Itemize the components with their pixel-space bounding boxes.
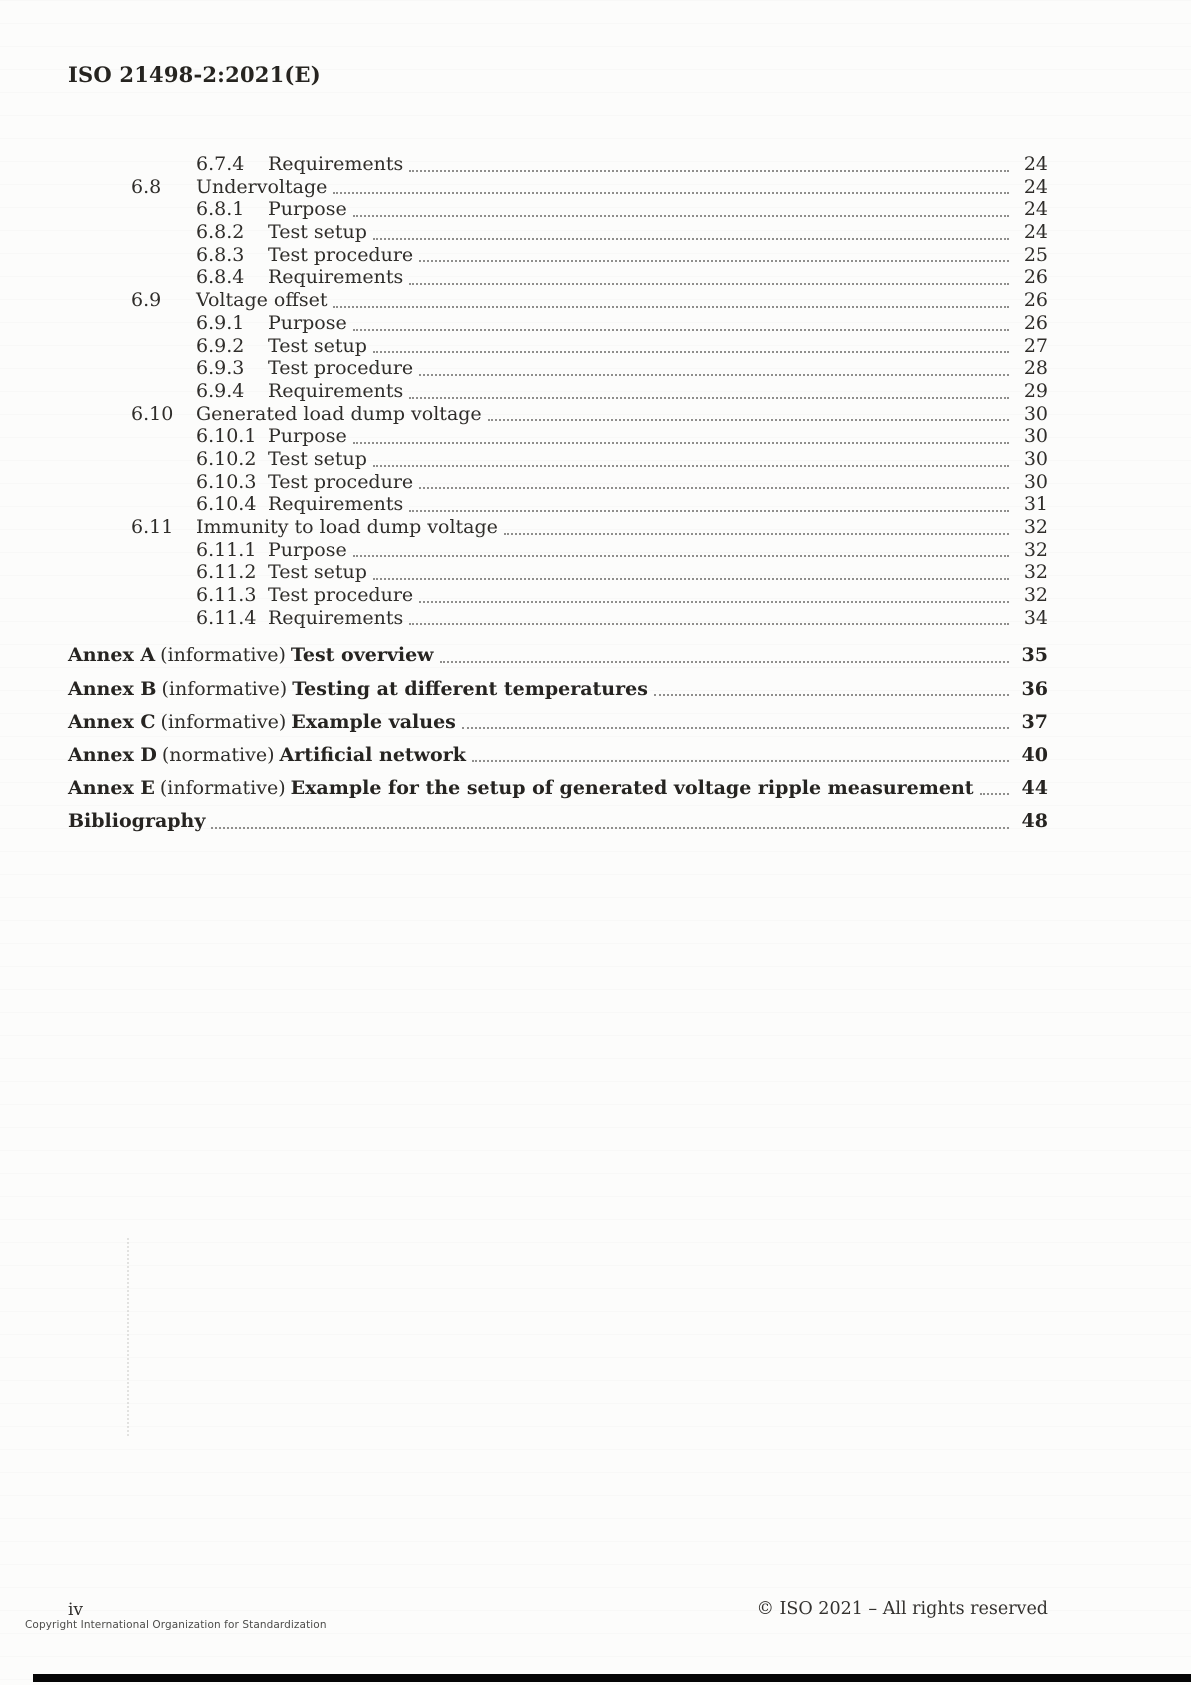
dot-leader (498, 516, 1012, 539)
toc-entry-number: 6.11 (131, 516, 174, 538)
toc-entry-page: 30 (1023, 470, 1048, 493)
toc-entry (68, 176, 1048, 199)
toc-entry-number: 6.9.3 (196, 357, 245, 380)
toc-annexes (68, 644, 1048, 799)
toc-entry (68, 561, 1048, 584)
annex-page: 35 (1021, 644, 1048, 667)
dot-leader (367, 221, 1012, 244)
dot-leader (347, 312, 1012, 335)
dot-leader (482, 403, 1012, 426)
toc-entry-number: 6.11.2 (196, 561, 257, 584)
annex-qualifier: (informative) (160, 644, 286, 667)
toc-entry-title: Requirements (268, 606, 404, 629)
dot-leader (403, 380, 1012, 403)
toc-entry-page: 32 (1023, 538, 1048, 561)
dot-leader (403, 153, 1012, 176)
annex-title: Example values (291, 710, 456, 733)
toc-entry-title: Generated load dump voltage (196, 402, 482, 425)
toc-entry-page: 27 (1023, 334, 1048, 357)
vertical-watermark (127, 1238, 129, 1436)
toc-entry (68, 539, 1048, 562)
toc-entry-title: Test setup (268, 221, 367, 244)
annex-title: Artificial network (279, 743, 466, 766)
bibliography-label: Bibliography (68, 809, 206, 832)
dot-leader (413, 584, 1012, 607)
toc-entry-title: Requirements (268, 153, 404, 175)
toc-entry-page: 28 (1023, 357, 1048, 380)
annex-title: Testing at different temperatures (292, 677, 648, 700)
toc-entry-number: 6.10 (131, 402, 174, 425)
toc-entry-title: Test procedure (268, 584, 414, 607)
toc-entry-number: 6.11.3 (196, 584, 257, 607)
annex-label: Annex D (68, 743, 157, 766)
toc-entry-title: Requirements (268, 493, 404, 516)
toc-entry-number: 6.8.4 (196, 266, 245, 289)
toc-entry-number: 6.10.1 (196, 425, 257, 448)
dot-leader (974, 777, 1012, 800)
toc-entry-number: 6.8.3 (196, 243, 245, 266)
toc-annex-entry (68, 777, 1048, 800)
toc-entry-number: 6.9.1 (196, 311, 245, 334)
toc-entry-page: 32 (1023, 561, 1048, 584)
toc-entry (68, 425, 1048, 448)
toc-entry-title: Purpose (268, 538, 347, 561)
toc-entry-title: Test procedure (268, 470, 414, 493)
toc-entry (68, 198, 1048, 221)
toc-entry-page: 25 (1023, 243, 1048, 266)
toc-annex-entry (68, 744, 1048, 767)
toc-entry-number: 6.7.4 (196, 153, 245, 175)
toc-entry (68, 584, 1048, 607)
footer-page-number: iv (68, 1600, 84, 1620)
toc-entry-title: Requirements (268, 379, 404, 402)
table-of-contents (68, 153, 1048, 833)
dot-leader (367, 561, 1012, 584)
toc-annex-entry (68, 678, 1048, 701)
toc-entry (68, 244, 1048, 267)
toc-entry (68, 448, 1048, 471)
toc-entry (68, 403, 1048, 426)
annex-qualifier: (informative) (160, 710, 287, 733)
dot-leader (648, 678, 1012, 701)
annex-page: 36 (1021, 677, 1048, 700)
toc-entry-title: Test procedure (268, 357, 414, 380)
footer-copyright-watermark: Copyright International Organization for Standardization (25, 1619, 327, 1631)
dot-leader (403, 266, 1012, 289)
toc-entry-number: 6.8.1 (196, 198, 245, 221)
toc-entry-number: 6.9 (131, 289, 162, 312)
toc-entry-number: 6.10.2 (196, 447, 257, 470)
toc-entry-number: 6.10.4 (196, 493, 257, 516)
toc-entry-title: Test setup (268, 447, 367, 470)
annex-qualifier: (informative) (159, 776, 286, 799)
toc-entry (68, 516, 1048, 539)
dot-leader (413, 244, 1012, 267)
toc-entry-title: Undervoltage (196, 175, 328, 198)
dot-leader (205, 810, 1012, 833)
toc-entry-page: 24 (1023, 198, 1048, 221)
toc-entry-title: Requirements (268, 266, 404, 289)
toc-entry (68, 312, 1048, 335)
annex-qualifier: (normative) (161, 743, 275, 766)
dot-leader (347, 425, 1012, 448)
toc-entry-page: 26 (1023, 311, 1048, 334)
dot-leader (347, 539, 1012, 562)
annex-label: Annex E (68, 776, 155, 799)
toc-entry-title: Test procedure (268, 243, 414, 266)
dot-leader (456, 711, 1012, 734)
toc-entry-page: 24 (1023, 221, 1048, 244)
toc-entry-page: 29 (1023, 379, 1048, 402)
page-title: ISO 21498-2:2021(E) (68, 62, 321, 87)
toc-entry (68, 493, 1048, 516)
toc-entry-title: Purpose (268, 198, 347, 221)
dot-leader (413, 357, 1012, 380)
toc-entry-number: 6.11.1 (196, 538, 257, 561)
toc-annex-entry (68, 644, 1048, 667)
toc-entry-number: 6.11.4 (196, 606, 257, 629)
toc-entry (68, 266, 1048, 289)
dot-leader (466, 744, 1012, 767)
toc-entry-page: 34 (1023, 606, 1048, 629)
toc-entry-title: Test setup (268, 561, 367, 584)
annex-qualifier: (informative) (161, 677, 288, 700)
toc-entry (68, 607, 1048, 630)
annex-label: Annex C (68, 710, 156, 733)
annex-page: 40 (1021, 743, 1048, 766)
toc-entry (68, 153, 1048, 176)
toc-entry-page: 32 (1023, 516, 1048, 538)
toc-entry (68, 289, 1048, 312)
annex-label: Annex B (68, 677, 157, 700)
dot-leader (327, 176, 1012, 199)
dot-leader (347, 198, 1012, 221)
toc-entry-number: 6.10.3 (196, 470, 257, 493)
toc-entries (68, 153, 1048, 629)
annex-title: Test overview (290, 644, 434, 667)
toc-entry-page: 24 (1023, 175, 1048, 198)
toc-entry-title: Purpose (268, 311, 347, 334)
dot-leader (403, 607, 1012, 630)
annex-page: 44 (1021, 776, 1048, 799)
toc-entry-title: Voltage offset (196, 289, 328, 312)
dot-leader (327, 289, 1012, 312)
toc-entry-page: 24 (1023, 153, 1048, 175)
toc-entry-number: 6.9.4 (196, 379, 245, 402)
toc-entry-number: 6.9.2 (196, 334, 245, 357)
toc-entry-title: Immunity to load dump voltage (196, 516, 498, 538)
toc-entry-page: 32 (1023, 584, 1048, 607)
toc-entry-title: Purpose (268, 425, 347, 448)
annex-title: Example for the setup of generated voltage ripple measurement (290, 776, 974, 799)
toc-bibliography (68, 810, 1048, 833)
dot-leader (367, 335, 1012, 358)
toc-entry (68, 471, 1048, 494)
toc-annex-entry (68, 711, 1048, 734)
toc-entry-number: 6.8 (131, 175, 162, 198)
toc-entry (68, 335, 1048, 358)
toc-entry (68, 380, 1048, 403)
toc-entry (68, 357, 1048, 380)
toc-entry-page: 30 (1023, 447, 1048, 470)
toc-entry-page: 31 (1023, 493, 1048, 516)
bibliography-page: 48 (1021, 809, 1048, 832)
toc-entry-page: 26 (1023, 266, 1048, 289)
toc-entry-title: Test setup (268, 334, 367, 357)
dot-leader (434, 644, 1012, 667)
toc-entry-number: 6.8.2 (196, 221, 245, 244)
dot-leader (413, 471, 1012, 494)
toc-entry (68, 221, 1048, 244)
dot-leader (403, 493, 1012, 516)
toc-entry-page: 30 (1023, 425, 1048, 448)
annex-page: 37 (1021, 710, 1048, 733)
toc-entry-page: 26 (1023, 289, 1048, 312)
bottom-scan-bar (33, 1674, 1191, 1682)
footer-copyright-notice: © ISO 2021 – All rights reserved (756, 1599, 1048, 1619)
annex-label: Annex A (68, 644, 156, 667)
dot-leader (367, 448, 1012, 471)
toc-entry-page: 30 (1023, 402, 1048, 425)
